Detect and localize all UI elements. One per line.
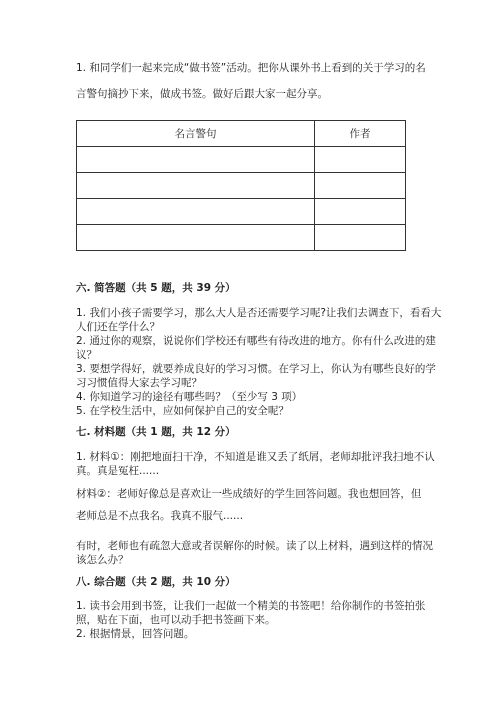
section-6-line: 1. 我们小孩子需要学习，那么大人是否还需要学习呢?让我们去调查下，看看大 bbox=[76, 307, 442, 319]
section-6-title: 六. 简答题（共 5 题，共 39 分） bbox=[76, 282, 236, 294]
q1-line-2: 言警句摘抄下来，做成书签。做好后跟大家一起分享。 bbox=[76, 88, 328, 100]
section-8-line: 照，贴在下面，也可以动手把书签画下来。 bbox=[76, 614, 276, 626]
section-7-line: 该怎么办？ bbox=[76, 554, 129, 566]
section-8-line: 2. 根据情景，回答问题。 bbox=[76, 628, 195, 640]
q1-line-1: 1. 和同学们一起来完成“做书签”活动。把你从课外书上看到的关于学习的名 bbox=[76, 62, 426, 74]
section-6-line: 习习惯值得大家去学习呢？ bbox=[76, 377, 202, 389]
table-cell[interactable] bbox=[315, 147, 406, 173]
table-row bbox=[77, 225, 406, 251]
table-cell[interactable] bbox=[77, 225, 315, 251]
section-6-line: 人们还在学什么？ bbox=[76, 321, 160, 333]
section-7-line: 真。真是冤枉...... bbox=[76, 465, 160, 477]
table-header-quote: 名言警句 bbox=[77, 121, 315, 147]
table-cell[interactable] bbox=[77, 147, 315, 173]
section-7-line: 材料②：老师好像总是喜欢让一些成绩好的学生回答问题。我也想回答，但 bbox=[76, 488, 422, 500]
table-cell[interactable] bbox=[77, 173, 315, 199]
table-header-row bbox=[77, 121, 406, 147]
table-cell[interactable] bbox=[315, 199, 406, 225]
quotes-table bbox=[76, 120, 406, 251]
section-8-title: 八. 综合题（共 2 题，共 10 分） bbox=[76, 576, 236, 588]
section-6-line: 3. 要想学得好，就要养成良好的学习习惯。在学习上，你认为有哪些良好的学 bbox=[76, 363, 436, 375]
table-row bbox=[77, 173, 406, 199]
table-cell[interactable] bbox=[315, 173, 406, 199]
section-6-line: 5. 在学校生活中，应如何保护自己的安全呢？ bbox=[76, 405, 289, 417]
table-cell[interactable] bbox=[315, 225, 406, 251]
section-7-title: 七. 材料题（共 1 题，共 12 分） bbox=[76, 426, 236, 438]
section-8-line: 1. 读书会用到书签，让我们一起做一个精美的书签吧！给你制作的书签拍张 bbox=[76, 600, 426, 612]
table-header-author: 作者 bbox=[315, 121, 406, 147]
section-7-line: 有时，老师也有疏忽大意或者误解你的时候。读了以上材料，遇到这样的情况 bbox=[76, 540, 433, 552]
section-6-line: 议？ bbox=[76, 349, 97, 361]
section-6-line: 2. 通过你的观察，说说你们学校还有哪些有待改进的地方。你有什么改进的建 bbox=[76, 335, 436, 347]
table-cell[interactable] bbox=[77, 199, 315, 225]
section-7-line: 1. 材料①：刚把地面扫干净，不知道是谁又丢了纸屑，老师却批评我扫地不认 bbox=[76, 451, 435, 463]
table-row bbox=[77, 199, 406, 225]
section-7-line: 老师总是不点我名。我真不服气...... bbox=[76, 510, 244, 522]
table-row bbox=[77, 147, 406, 173]
section-6-line: 4. 你知道学习的途径有哪些吗？（至少写 3 项） bbox=[76, 391, 303, 403]
